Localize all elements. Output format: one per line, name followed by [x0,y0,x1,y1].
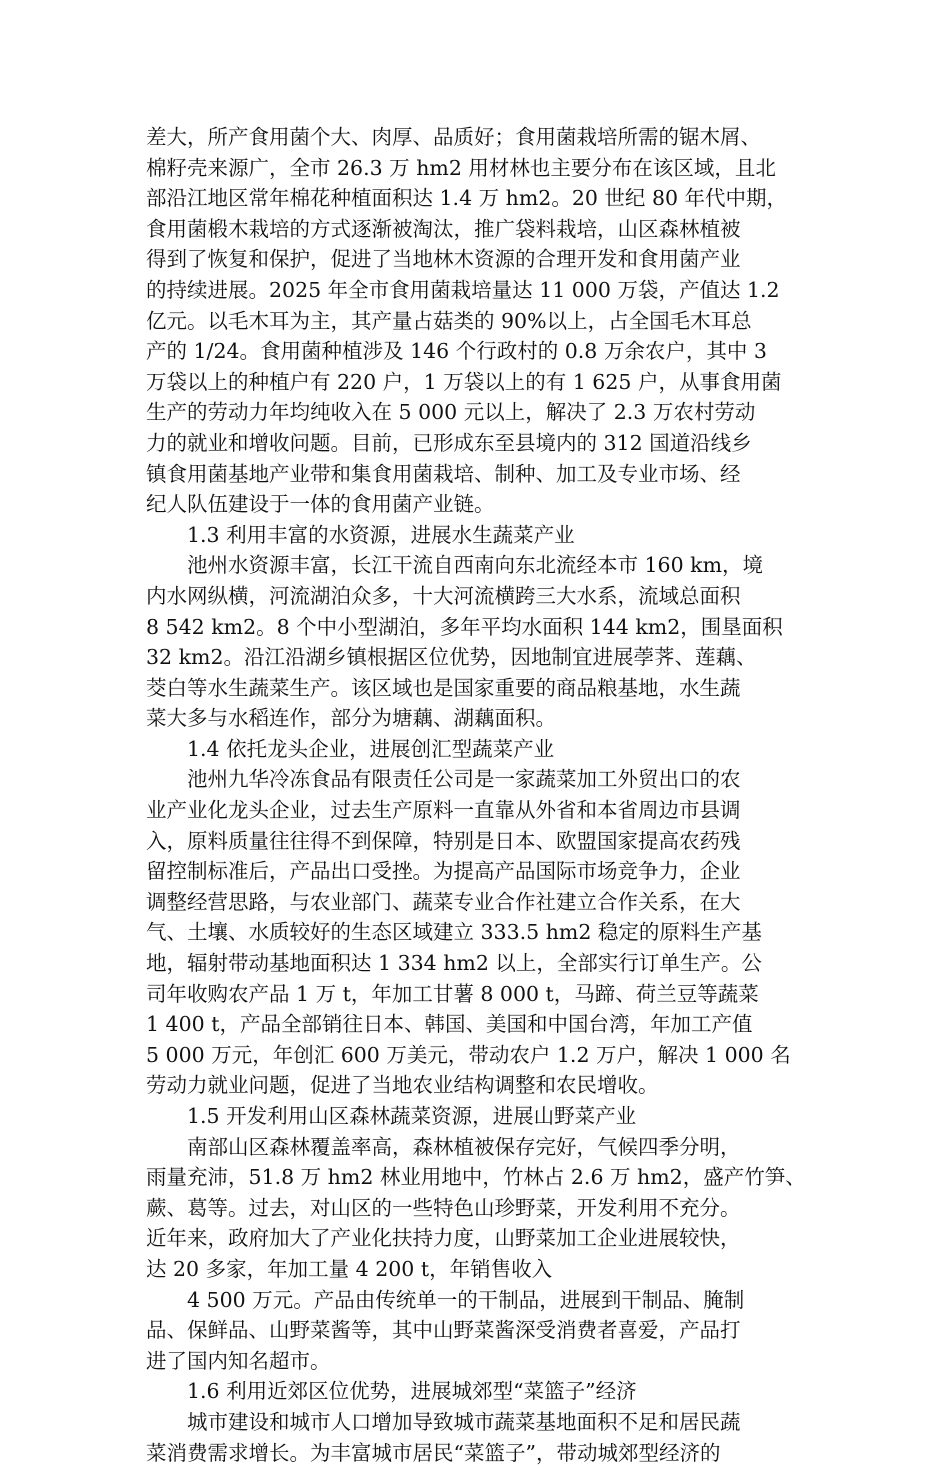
text-line: 8 542 km2。8 个中小型湖泊，多年平均水面积 144 km2，围垦面积 [146,614,783,639]
text-line: 调整经营思路，与农业部门、蔬菜专业合作社建立合作关系，在大 [146,889,741,914]
text-line: 内水网纵横，河流湖泊众多，十大河流横跨三大水系，流域总面积 [146,583,741,608]
document-body [146,122,806,1468]
text-line: 力的就业和增收问题。目前，已形成东至县境内的 312 国道沿线乡 [146,430,752,455]
text-line: 万袋以上的种植户有 220 户，1 万袋以上的有 1 625 户，从事食用菌 [146,369,782,394]
text-line: 1.6 利用近郊区位优势，进展城郊型“菜篮子”经济 [187,1379,637,1404]
text-line: 部沿江地区常年棉花种植面积达 1.4 万 hm2。20 世纪 80 年代中期， [146,186,788,211]
text-line: 蕨、葛等。过去，对山区的一些特色山珍野菜，开发利用不充分。 [146,1195,741,1220]
text-line: 雨量充沛，51.8 万 hm2 林业用地中，竹林占 2.6 万 hm2，盛产竹笋、 [146,1165,806,1190]
text-line: 4 500 万元。产品由传统单一的干制品，进展到干制品、腌制 [187,1287,745,1312]
text-line: 纪人队伍建设于一体的食用菌产业链。 [146,492,495,517]
text-line: 池州九华冷冻食品有限责任公司是一家蔬菜加工外贸出口的农 [187,767,741,792]
text-line: 南部山区森林覆盖率高，森林植被保存完好，气候四季分明， [187,1134,741,1159]
text-line: 茭白等水生蔬菜生产。该区域也是国家重要的商品粮基地，水生蔬 [146,675,741,700]
text-line: 进了国内知名超市。 [146,1348,331,1373]
text-line: 1.5 开发利用山区森林蔬菜资源，进展山野菜产业 [187,1104,637,1128]
text-line: 产的 1/24。食用菌种植涉及 146 个行政村的 0.8 万余农户，其中 3 [146,339,767,364]
text-line: 的持续进展。2025 年全市食用菌栽培量达 11 000 万袋，产值达 1.2 [146,277,780,302]
text-line: 食用菌椴木栽培的方式逐渐被淘汰，推广袋料栽培，山区森林植被 [146,216,741,241]
text-line: 留控制标准后，产品出口受挫。为提高产品国际市场竞争力，企业 [146,859,741,884]
text-line: 池州水资源丰富，长江干流自西南向东北流经本市 160 km，境 [187,553,764,578]
text-line: 1.3 利用丰富的水资源，进展水生蔬菜产业 [187,522,575,547]
text-line: 业产业化龙头企业，过去生产原料一直靠从外省和本省周边市县调 [146,798,741,823]
text-line: 城市建设和城市人口增加导致城市蔬菜基地面积不足和居民蔬 [187,1409,741,1434]
text-line: 司年收购农产品 1 万 t，年加工甘薯 8 000 t，马蹄、荷兰豆等蔬菜 [146,981,759,1006]
text-line: 劳动力就业问题，促进了当地农业结构调整和农民增收。 [146,1073,659,1098]
text-line: 菜消费需求增长。为丰富城市居民“菜篮子”，带动城郊型经济的 [146,1440,721,1465]
text-line: 气、土壤、水质较好的生态区域建立 333.5 hm2 稳定的原料生产基 [146,920,762,945]
text-line: 1 400 t，产品全部销往日本、韩国、美国和中国台湾，年加工产值 [146,1012,753,1037]
text-line: 生产的劳动力年均纯收入在 5 000 元以上，解决了 2.3 万农村劳动 [146,400,756,425]
text-line: 棉籽壳来源广，全市 26.3 万 hm2 用材林也主要分布在该区域，且北 [146,155,776,180]
text-line: 1.4 依托龙头企业，进展创汇型蔬菜产业 [187,736,555,761]
text-line: 差大，所产食用菌个大、肉厚、品质好；食用菌栽培所需的锯木屑、 [146,125,761,149]
text-line: 品、保鲜品、山野菜酱等，其中山野菜酱深受消费者喜爱，产品打 [146,1318,741,1343]
text-line: 得到了恢复和保护，促进了当地林木资源的合理开发和食用菌产业 [146,247,741,272]
text-line: 地，辐射带动基地面积达 1 334 hm2 以上，全部实行订单生产。公 [146,951,762,976]
text-line: 32 km2。沿江沿湖乡镇根据区位优势，因地制宜进展荸荠、莲藕、 [146,645,757,670]
text-line: 入，原料质量往往得不到保障，特别是日本、欧盟国家提高农药残 [146,828,741,853]
text-line: 镇食用菌基地产业带和集食用菌栽培、制种、加工及专业市场、经 [146,461,741,486]
text-line: 近年来，政府加大了产业化扶持力度，山野菜加工企业进展较快， [146,1226,741,1251]
text-line: 菜大多与水稻连作，部分为塘藕、湖藕面积。 [146,706,556,731]
text-line: 5 000 万元，年创汇 600 万美元，带动农户 1.2 万户，解决 1 000 名 [146,1042,791,1067]
text-line: 亿元。以毛木耳为主，其产量占菇类的 90%以上，占全国毛木耳总 [146,308,752,333]
text-line: 达 20 多家，年加工量 4 200 t，年销售收入 [146,1256,553,1281]
